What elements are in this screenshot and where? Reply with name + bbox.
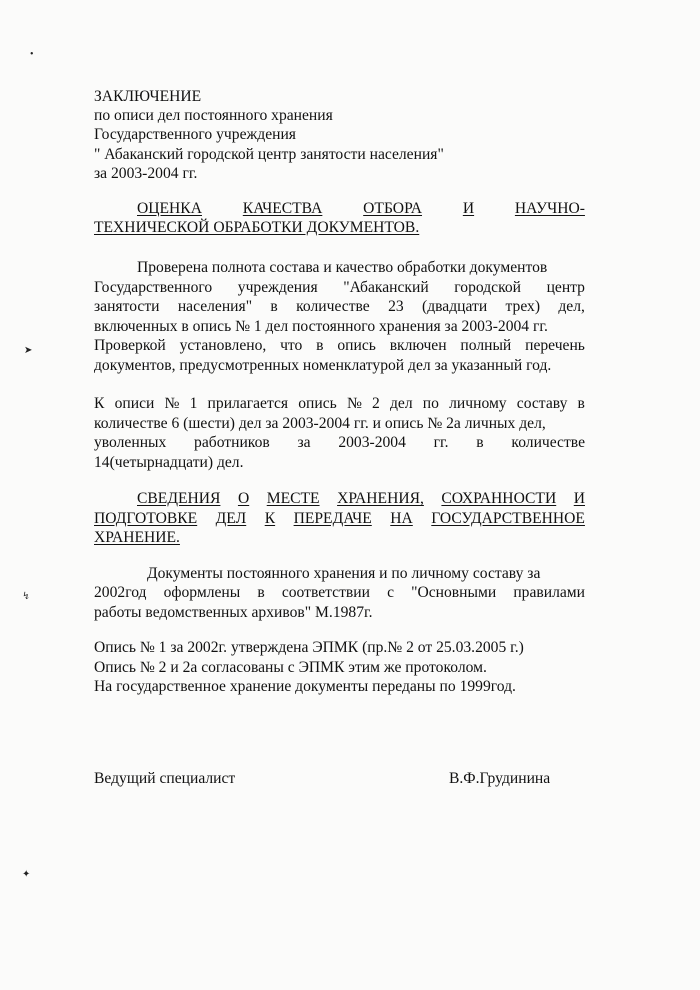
s1-p2-line-3: уволенных работников за 2003-2004 гг. в количестве <box>94 434 585 451</box>
s2-p2-line-2: Опись № 2 и 2а согласованы с ЭПМК этим же протоколом. <box>94 659 487 676</box>
header-line-1: по описи дел постоянного хранения <box>94 107 333 124</box>
scan-mark-icon: ➤ <box>24 345 33 356</box>
section2-heading-line-3: ХРАНЕНИЕ. <box>94 529 180 546</box>
signature-position: Ведущий специалист <box>94 770 236 787</box>
s2-p2-line-1: Опись № 1 за 2002г. утверждена ЭПМК (пр.№ 2 от 25.03.2005 г.) <box>94 639 524 656</box>
heading-word: ОЦЕНКА <box>137 200 202 217</box>
header-line-4: за 2003-2004 гг. <box>94 165 198 182</box>
heading-word: И <box>462 200 475 217</box>
s1-p1-line-3: занятости населения" в количестве 23 (двадцати трех) дел, <box>94 298 585 315</box>
header-line-2: Государственного учреждения <box>94 126 296 143</box>
s1-p1-line-6: документов, предусмотренных номенклатурой дел за указанный год. <box>94 357 552 374</box>
s1-p1-line-5: Проверкой установлено, что в опись включен полный перечень <box>94 337 585 354</box>
s2-p1-line-1: Документы постоянного хранения и по личному составу за <box>147 565 541 582</box>
heading-word: ОТБОРА <box>363 200 423 217</box>
signature-name: В.Ф.Грудинина <box>449 770 551 787</box>
header-line-3: " Абаканский городской центр занятости населения" <box>94 146 444 163</box>
scan-mark-icon: • <box>30 49 34 60</box>
s1-p1-line-1: Проверена полнота состава и качество обработки документов <box>137 259 548 276</box>
s2-p2-line-3: На государственное хранение документы переданы по 1999год. <box>94 678 516 695</box>
heading-word: КАЧЕСТВА <box>242 200 323 217</box>
s1-p1-line-2: Государственного учреждения "Абаканский городской центр <box>94 279 585 296</box>
section1-heading-line-1 <box>137 199 585 219</box>
section2-heading-line-1: СВЕДЕНИЯ О МЕСТЕ ХРАНЕНИЯ, СОХРАННОСТИ И <box>137 490 585 507</box>
s1-p1-line-4: включенных в опись № 1 дел постоянного хранения за 2003-2004 гг. <box>94 318 548 335</box>
section2-heading-line-2: ПОДГОТОВКЕ ДЕЛ К ПЕРЕДАЧЕ НА ГОСУДАРСТВЕННОЕ <box>94 510 585 527</box>
s2-p1-line-3: работы ведомственных архивов" М.1987г. <box>94 604 373 621</box>
s1-p2-line-1: К описи № 1 прилагается опись № 2 дел по личному составу в <box>94 395 585 412</box>
s1-p2-line-2: количестве 6 (шести) дел за 2003-2004 гг. и опись № 2а личных дел, <box>94 415 546 432</box>
document-title: ЗАКЛЮЧЕНИЕ <box>94 88 202 105</box>
section1-heading-line-2: ТЕХНИЧЕСКОЙ ОБРАБОТКИ ДОКУМЕНТОВ. <box>94 219 420 236</box>
scan-mark-icon: ↯ <box>22 591 31 602</box>
s1-p2-line-4: 14(четырнадцати) дел. <box>94 454 244 471</box>
scan-mark-icon: ✦ <box>22 869 31 880</box>
heading-word: НАУЧНО- <box>514 200 585 217</box>
s2-p1-line-2: 2002год оформлены в соответствии с "Основными правилами <box>94 584 585 601</box>
